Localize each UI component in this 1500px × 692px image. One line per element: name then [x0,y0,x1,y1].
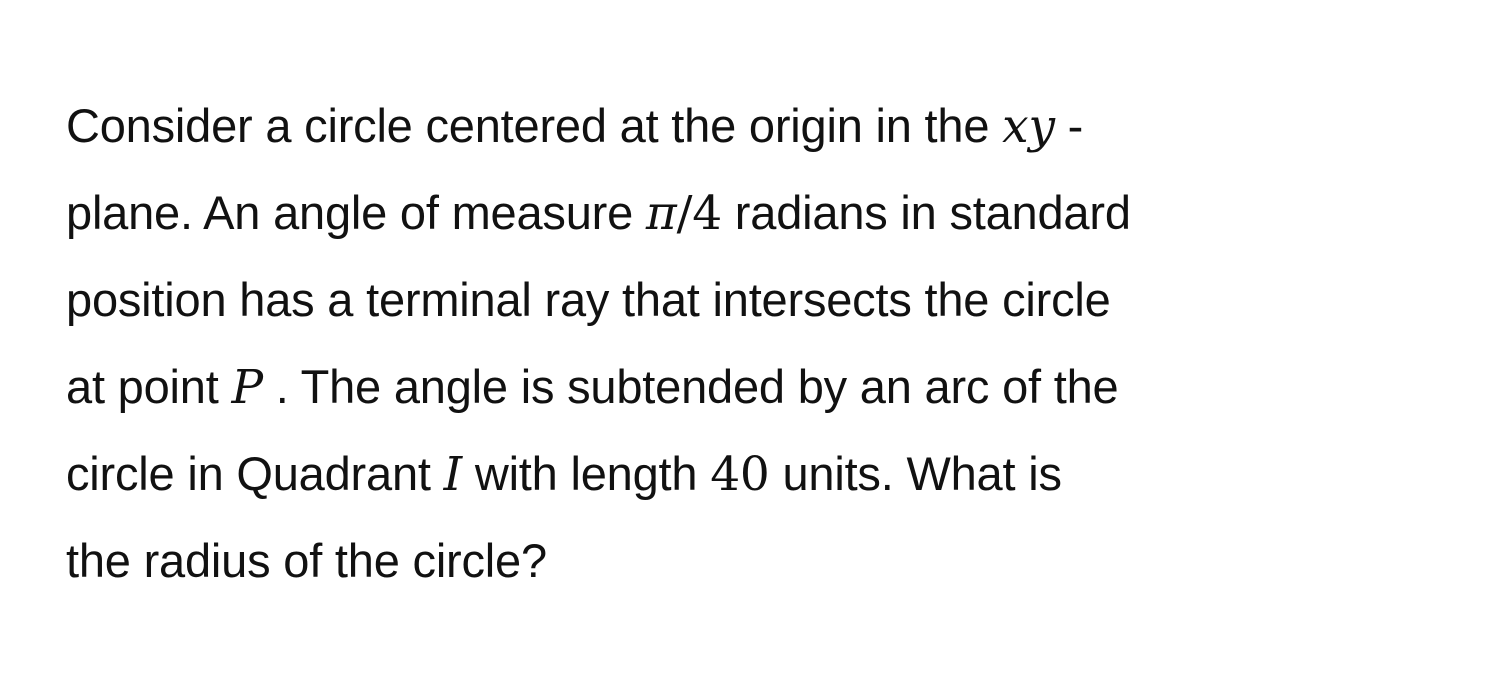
line-4-text-b: . The angle is subtended by an arc of the [262,360,1119,413]
line-5-text-b: with length [461,447,711,500]
variable-p: P [231,360,263,415]
math-pi: π [645,186,677,241]
line-1-text-a: Consider a circle centered at the origin in the [66,99,1003,152]
line-5-text-a: circle in Quadrant [66,447,444,500]
variable-xy: xy [1002,99,1055,154]
line-2-text-a: plane. An angle of measure [66,186,646,239]
line-5-text-c: units. What is [769,447,1062,500]
problem-line-6 [66,531,547,591]
line-4-text-a: at point [66,360,232,413]
line-6-text-a: the radius of the circle? [66,534,547,587]
line-2-text-b: radians in standard [721,186,1131,239]
math-over-four: /4 [676,186,722,241]
variable-quadrant-i: I [443,447,462,502]
problem-line-3 [66,270,1111,330]
problem-line-4 [66,357,1118,418]
problem-line-1 [66,96,1083,157]
problem-line-5 [66,444,1062,505]
line-1-text-b: - [1054,99,1084,152]
line-3-text-a: position has a terminal ray that intersects the circle [66,273,1111,326]
problem-line-2 [66,183,1131,244]
number-forty: 40 [710,447,770,502]
